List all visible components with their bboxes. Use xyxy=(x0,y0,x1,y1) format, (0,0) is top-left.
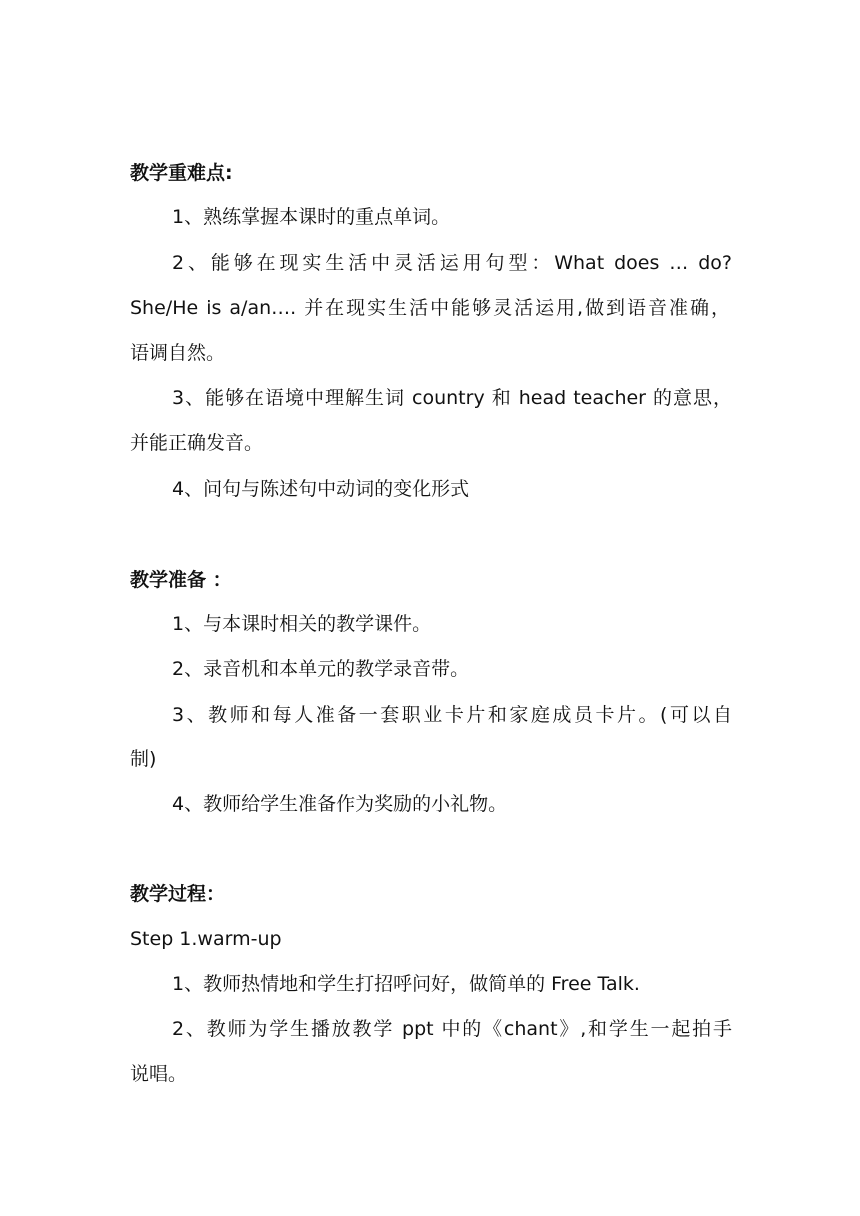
difficulty-item-3-line-1: 3、能够在语境中理解生词 country 和 head teacher 的意思， xyxy=(172,387,732,409)
heading-teaching-preparation: 教学准备 ： xyxy=(130,569,232,591)
process-item-2-line-2: 说唱。 xyxy=(130,1063,188,1085)
process-item-1: 1、教师热情地和学生打招呼问好，做简单的 Free Talk. xyxy=(172,973,640,995)
preparation-item-2: 2、录音机和本单元的教学录音带。 xyxy=(172,658,470,680)
difficulty-item-3-line-2: 并能正确发音。 xyxy=(130,432,264,454)
heading-teaching-difficulties: 教学重难点: xyxy=(130,162,233,184)
preparation-item-3-line-2: 制) xyxy=(130,748,157,770)
difficulty-item-2-line-1: 2、能够在现实生活中灵活运用句型：What does … do? xyxy=(172,252,732,274)
preparation-item-4: 4、教师给学生准备作为奖励的小礼物。 xyxy=(172,793,508,815)
difficulty-item-4: 4、问句与陈述句中动词的变化形式 xyxy=(172,478,470,500)
difficulty-item-2-line-2: She/He is a/an…. 并在现实生活中能够灵活运用,做到语音准确， xyxy=(130,297,730,319)
heading-teaching-process: 教学过程： xyxy=(130,883,226,905)
preparation-item-1: 1、与本课时相关的教学课件。 xyxy=(172,613,432,635)
process-item-2-line-1: 2、教师为学生播放教学 ppt 中的《chant》,和学生一起拍手 xyxy=(172,1018,732,1040)
difficulty-item-2-line-3: 语调自然。 xyxy=(130,342,226,364)
process-step-title: Step 1.warm-up xyxy=(130,928,282,950)
preparation-item-3-line-1: 3、教师和每人准备一套职业卡片和家庭成员卡片。(可以自 xyxy=(172,704,732,726)
difficulty-item-1: 1、熟练掌握本课时的重点单词。 xyxy=(172,206,451,228)
